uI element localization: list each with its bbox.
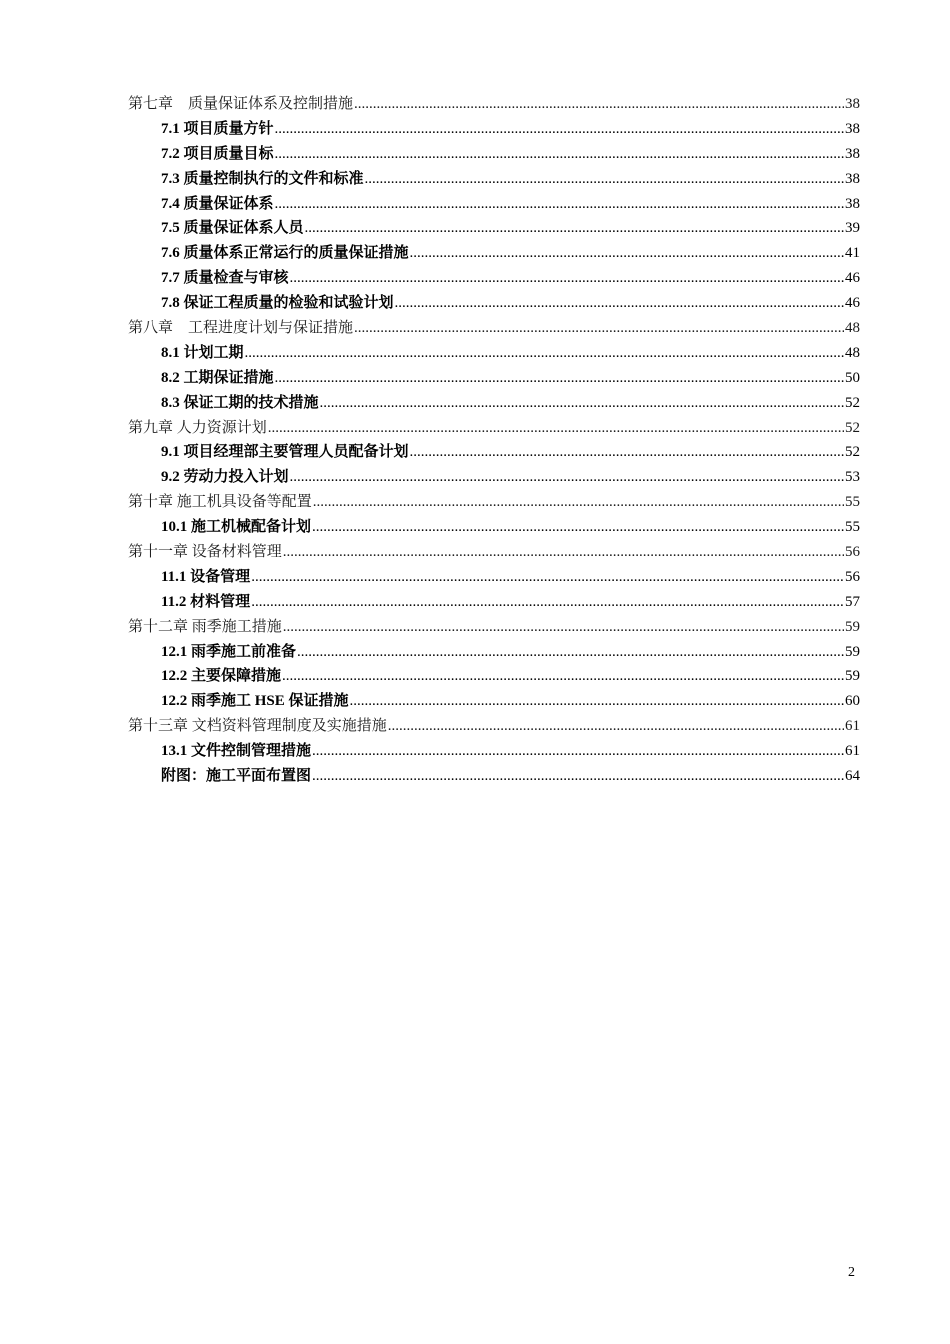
toc-entry-page: 59 [845, 618, 860, 635]
toc-entry-title: 7.6 质量体系正常运行的质量保证措施 [161, 245, 409, 262]
toc-entry-page: 48 [845, 320, 860, 337]
toc-dot-leader [354, 316, 844, 341]
toc-entry-page: 46 [845, 270, 860, 287]
toc-section-entry[interactable] [128, 216, 860, 241]
toc-entry-page: 55 [845, 519, 860, 536]
toc-chapter-entry[interactable] [128, 714, 860, 739]
toc-section-entry[interactable] [128, 590, 860, 615]
toc-entry-page: 56 [845, 568, 860, 585]
toc-dot-leader [275, 142, 844, 167]
toc-entry-page: 38 [845, 96, 860, 112]
toc-entry-title: 7.2 项目质量目标 [161, 145, 274, 162]
toc-entry-title: 7.7 质量检查与审核 [161, 270, 289, 287]
toc-section-entry[interactable] [128, 664, 860, 689]
toc-entry-title: 9.1 项目经理部主要管理人员配备计划 [161, 444, 409, 461]
toc-dot-leader [354, 92, 844, 117]
toc-section-entry[interactable] [128, 192, 860, 217]
toc-section-entry[interactable] [128, 266, 860, 291]
toc-section-entry[interactable] [128, 640, 860, 665]
toc-entry-title: 第七章 质量保证体系及控制措施 [128, 96, 354, 112]
toc-entry-title: 第十一章 设备材料管理 [128, 544, 282, 561]
toc-dot-leader [395, 291, 844, 316]
toc-dot-leader [251, 590, 844, 615]
toc-dot-leader [320, 391, 844, 416]
toc-entry-title: 第十章 施工机具设备等配置 [128, 494, 312, 511]
toc-entry-page: 60 [845, 693, 860, 710]
toc-entry-page: 52 [845, 419, 860, 436]
toc-chapter-entry[interactable] [128, 540, 860, 565]
toc-dot-leader [313, 490, 844, 515]
toc-entry-title: 8.1 计划工期 [161, 344, 244, 361]
toc-dot-leader [297, 640, 844, 665]
toc-section-entry[interactable] [128, 440, 860, 465]
toc-entry-page: 38 [845, 170, 860, 187]
page-number: 2 [848, 1265, 855, 1280]
toc-entry-page: 56 [845, 544, 860, 561]
toc-entry-page: 50 [845, 369, 860, 386]
toc-entry-title: 12.1 雨季施工前准备 [161, 643, 297, 660]
toc-entry-title: 第十二章 雨季施工措施 [128, 618, 282, 635]
toc-entry-page: 55 [845, 494, 860, 511]
toc-entry-page: 61 [845, 718, 860, 735]
toc-section-entry[interactable] [128, 739, 860, 764]
toc-entry-title: 9.2 劳动力投入计划 [161, 469, 289, 486]
toc-section-entry[interactable] [128, 689, 860, 714]
toc-entry-title: 附图：施工平面布置图 [161, 768, 312, 785]
toc-entry-page: 61 [845, 743, 860, 760]
toc-entry-title: 11.1 设备管理 [161, 568, 251, 585]
toc-entry-title: 12.2 主要保障措施 [161, 668, 282, 685]
toc-chapter-entry[interactable] [128, 316, 860, 341]
toc-dot-leader [410, 241, 844, 266]
toc-section-entry[interactable] [128, 764, 860, 789]
toc-dot-leader [365, 167, 844, 192]
toc-entry-page: 38 [845, 145, 860, 162]
toc-section-entry[interactable] [128, 515, 860, 540]
toc-entry-title: 第八章 工程进度计划与保证措施 [128, 320, 354, 337]
toc-entry-title: 7.1 项目质量方针 [161, 120, 274, 137]
toc-entry-page: 38 [845, 195, 860, 212]
toc-section-entry[interactable] [128, 167, 860, 192]
toc-entry-page: 59 [845, 643, 860, 660]
toc-dot-leader [268, 416, 844, 441]
toc-entry-page: 57 [845, 593, 860, 610]
toc-chapter-entry[interactable] [128, 490, 860, 515]
toc-chapter-entry[interactable] [128, 416, 860, 441]
toc-entry-page: 53 [845, 469, 860, 486]
toc-entry-page: 41 [845, 245, 860, 262]
toc-entry-page: 46 [845, 295, 860, 312]
toc-dot-leader [312, 739, 844, 764]
toc-entry-title: 第十三章 文档资料管理制度及实施措施 [128, 718, 387, 735]
toc-dot-leader [251, 565, 844, 590]
toc-section-entry[interactable] [128, 241, 860, 266]
toc-section-entry[interactable] [128, 117, 860, 142]
toc-dot-leader [312, 515, 844, 540]
toc-dot-leader [283, 540, 844, 565]
toc-section-entry[interactable] [128, 291, 860, 316]
toc-dot-leader [275, 192, 844, 217]
toc-dot-leader [275, 366, 844, 391]
toc-dot-leader [388, 714, 844, 739]
toc-section-entry[interactable] [128, 366, 860, 391]
toc-section-entry[interactable] [128, 142, 860, 167]
toc-entry-title: 11.2 材料管理 [161, 593, 251, 610]
toc-entry-title: 7.4 质量保证体系 [161, 195, 274, 212]
toc-entry-page: 52 [845, 394, 860, 411]
toc-entry-page: 59 [845, 668, 860, 685]
toc-entry-title: 12.2 雨季施工 HSE 保证措施 [161, 693, 349, 710]
toc-dot-leader [312, 764, 844, 789]
toc-chapter-entry[interactable] [128, 92, 860, 117]
toc-entry-title: 7.8 保证工程质量的检验和试验计划 [161, 295, 394, 312]
toc-dot-leader [282, 664, 844, 689]
toc-dot-leader [410, 440, 844, 465]
toc-dot-leader [245, 341, 844, 366]
toc-entry-title: 7.3 质量控制执行的文件和标准 [161, 170, 364, 187]
toc-dot-leader [305, 216, 844, 241]
toc-entry-page: 52 [845, 444, 860, 461]
toc-entry-page: 38 [845, 120, 860, 137]
toc-entry-title: 13.1 文件控制管理措施 [161, 743, 312, 760]
toc-section-entry[interactable] [128, 341, 860, 366]
toc-entry-title: 10.1 施工机械配备计划 [161, 519, 312, 536]
toc-entry-page: 48 [845, 344, 860, 361]
toc-dot-leader [290, 465, 844, 490]
toc-dot-leader [350, 689, 844, 714]
toc-entry-page: 39 [845, 220, 860, 237]
toc-entry-title: 7.5 质量保证体系人员 [161, 220, 304, 237]
toc-dot-leader [290, 266, 844, 291]
toc-section-entry[interactable] [128, 391, 860, 416]
toc-entry-page: 64 [845, 768, 860, 785]
toc-section-entry[interactable] [128, 465, 860, 490]
toc-entry-title: 8.2 工期保证措施 [161, 369, 274, 386]
toc-chapter-entry[interactable] [128, 615, 860, 640]
toc-dot-leader [275, 117, 844, 142]
toc-section-entry[interactable] [128, 565, 860, 590]
toc-entry-title: 8.3 保证工期的技术措施 [161, 394, 319, 411]
toc-entry-title: 第九章 人力资源计划 [128, 419, 267, 436]
table-of-contents [128, 92, 860, 789]
toc-dot-leader [283, 615, 844, 640]
